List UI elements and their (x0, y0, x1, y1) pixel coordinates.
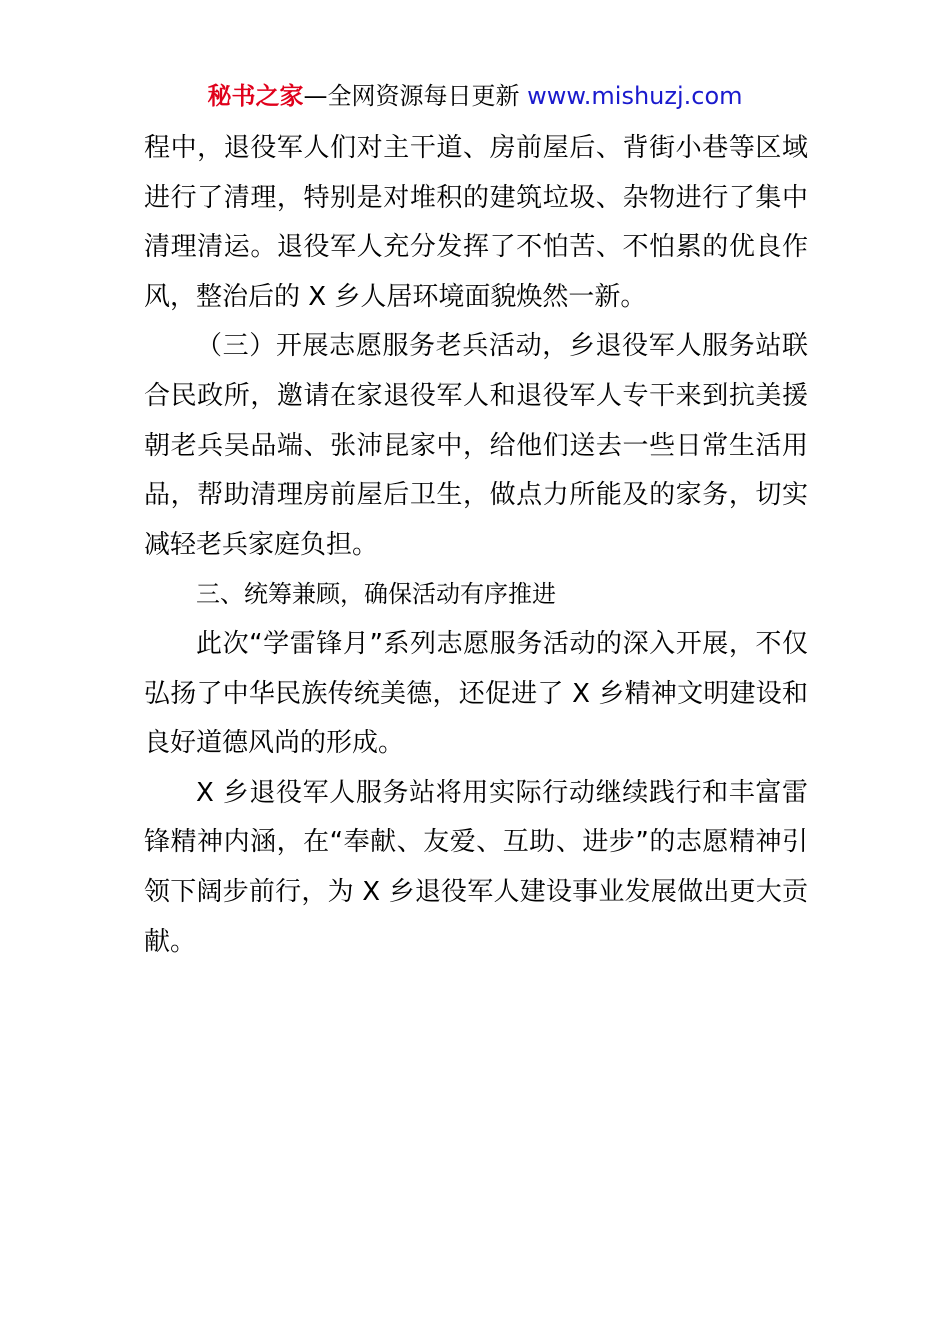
paragraph-continuation: 程中，退役军人们对主干道、房前屋后、背街小巷等区域进行了清理，特别是对堆积的建筑垃圾、杂物进行了集中清理清运。退役军人充分发挥了不怕苦、不怕累的优良作风，整治后的 X 乡人居环境面貌焕然一新。 (144, 133, 808, 312)
section-heading-three: 三、统筹兼顾，确保活动有序推进 (196, 580, 556, 609)
header-tagline: —全网资源每日更新 (303, 82, 528, 110)
paragraph-conclusion: X 乡退役军人服务站将用实际行动继续践行和丰富雷锋精神内涵，在“奉献、友爱、互助、进步”的志愿精神引领下阔步前行，为 X 乡退役军人建设事业发展做出更大贡献。 (144, 777, 808, 957)
header-brand: 秘书之家 (207, 82, 304, 110)
header-url-link[interactable]: www.mishuzj.com (527, 82, 743, 110)
document-body (144, 124, 808, 967)
paragraph-summary: 此次“学雷锋月”系列志愿服务活动的深入开展，不仅弘扬了中华民族传统美德，还促进了 X 乡精神文明建设和良好道德风尚的形成。 (144, 628, 808, 759)
page-header (0, 78, 950, 114)
paragraph-volunteer-veterans: （三）开展志愿服务老兵活动，乡退役军人服务站联合民政所，邀请在家退役军人和退役军人专干来到抗美援朝老兵吴品端、张沛昆家中，给他们送去一些日常生活用品，帮助清理房前屋后卫生，做点力所能及的家务，切实减轻老兵家庭负担。 (144, 331, 808, 560)
